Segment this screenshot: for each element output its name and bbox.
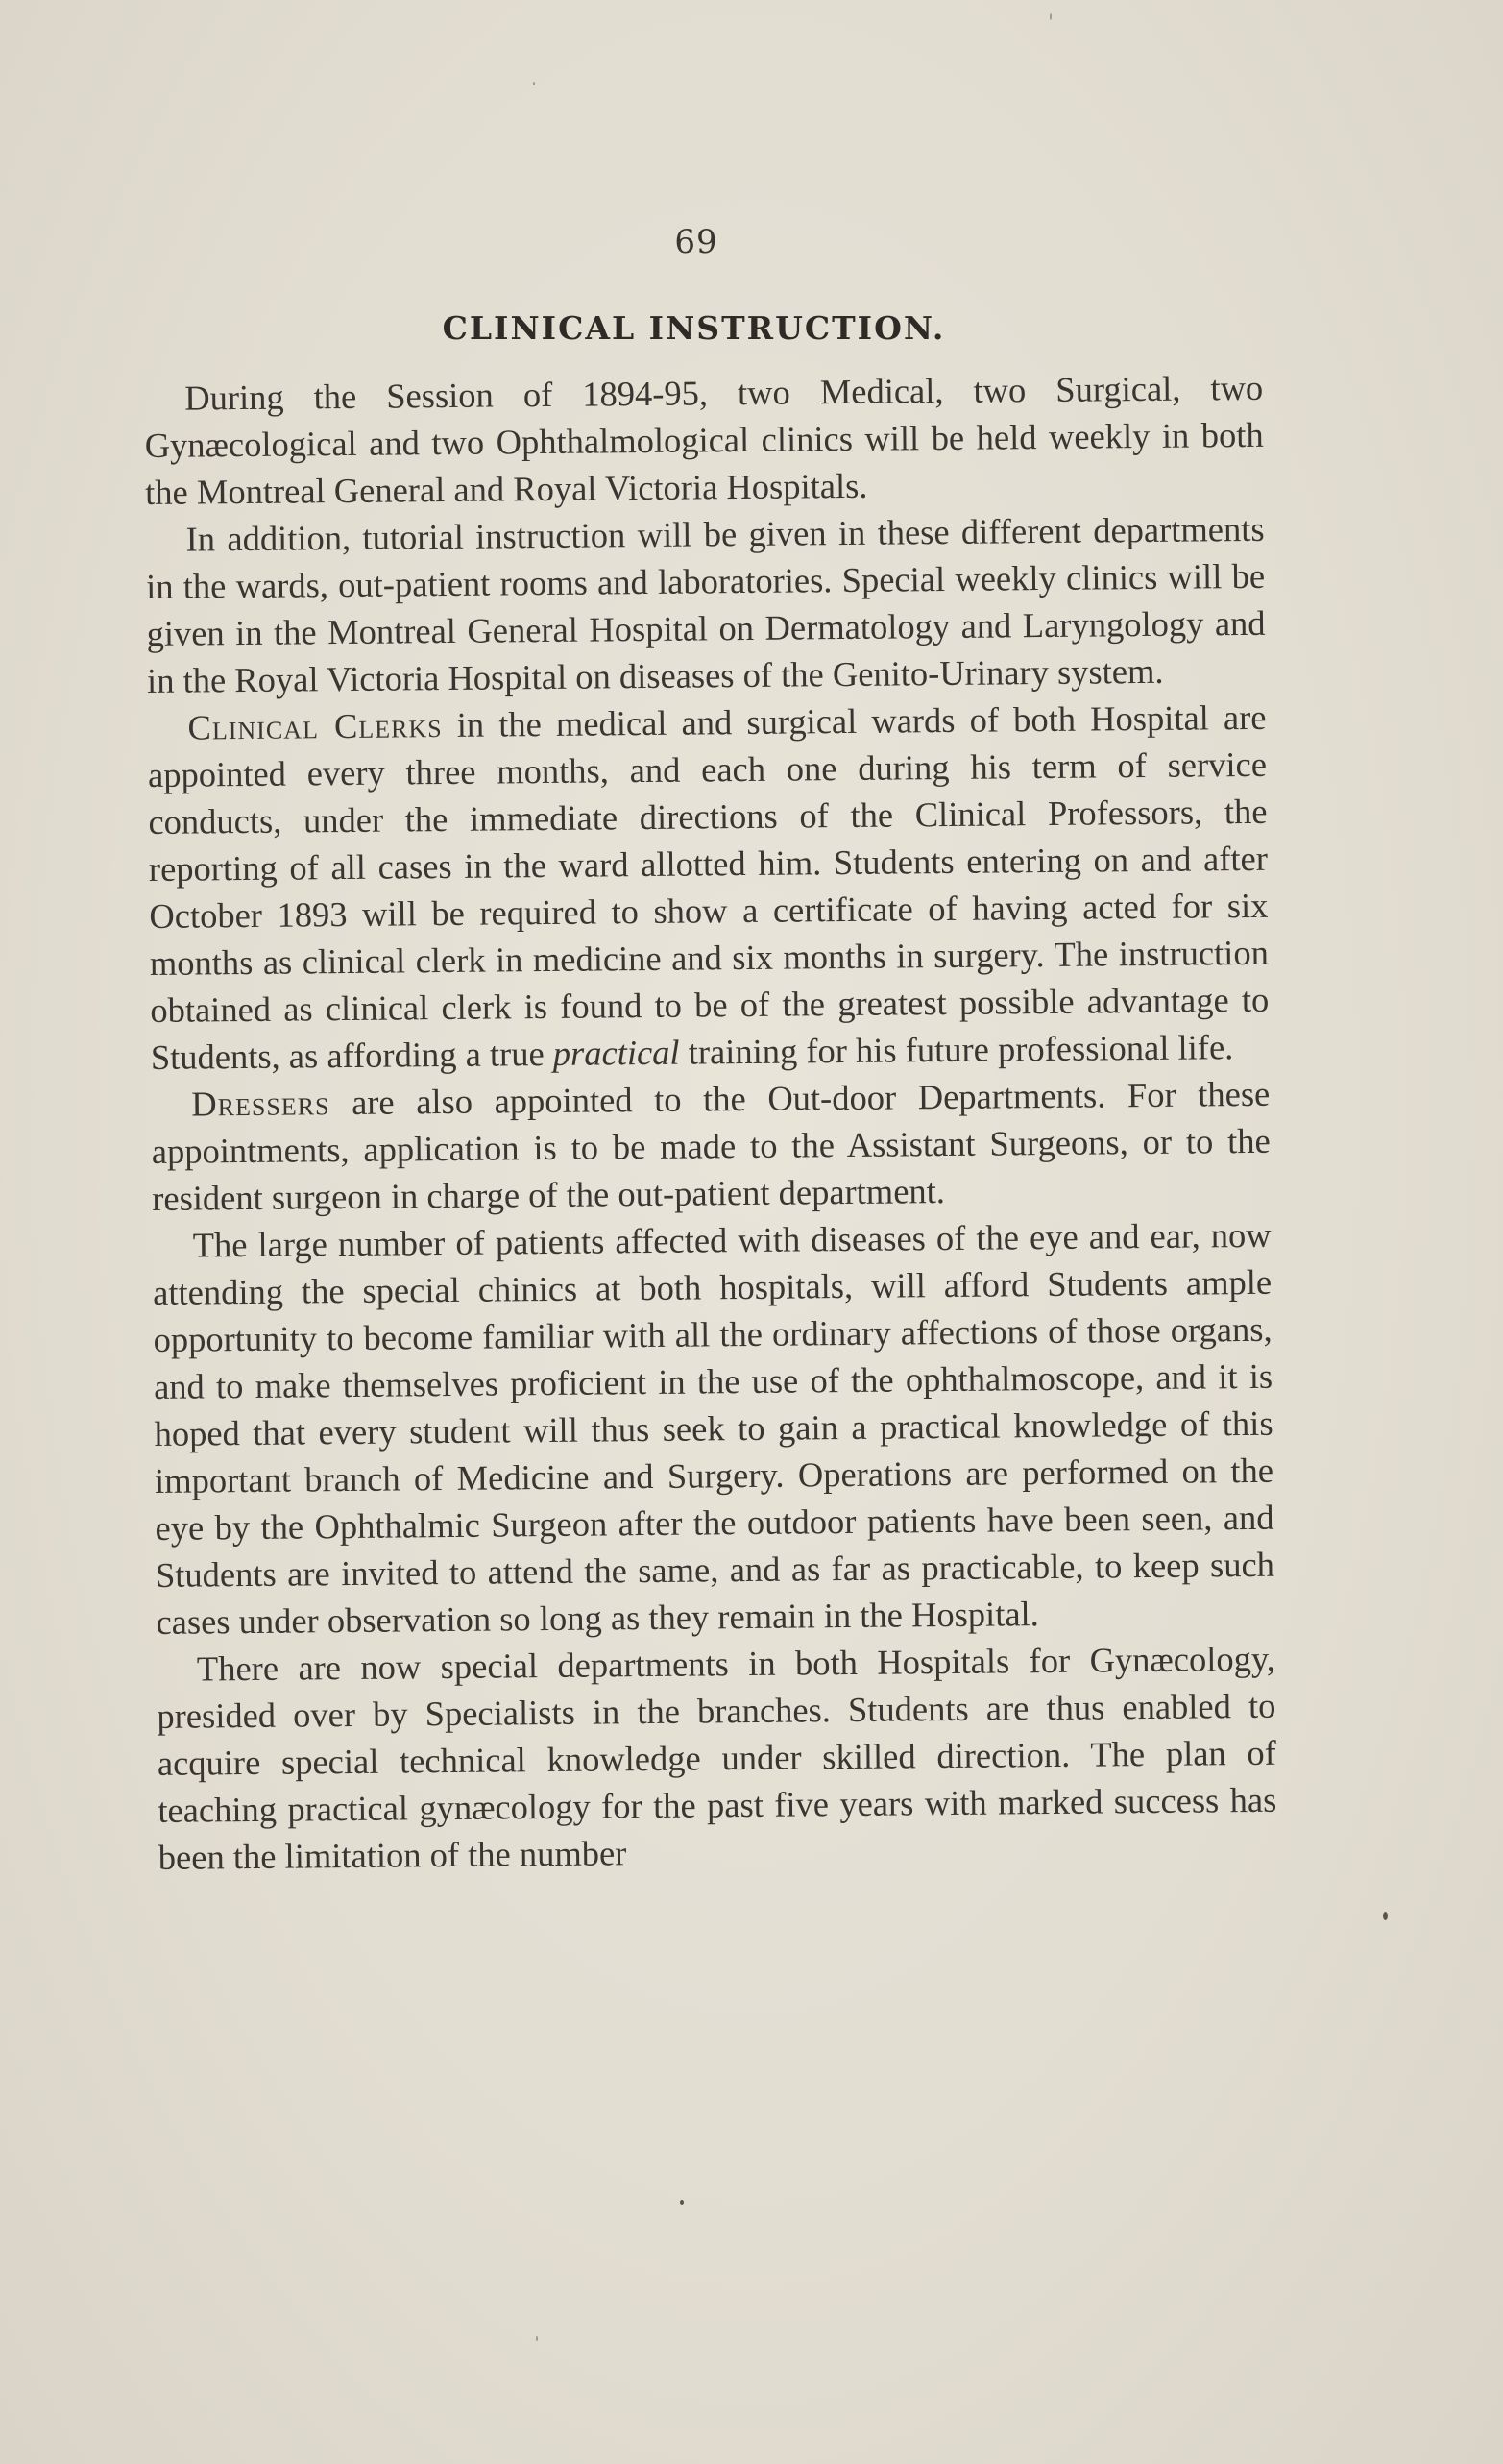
text-segment: The large number of patients affected with diseases of the eye and ear, now attending the special chinics at both hospitals, will afford Students ample opportunity to become familiar with all the ordinary affections of those organs, and to make themselves proficient in the use of the ophthalmoscope, and it is hoped that every student will thus seek to gain a practical knowledge of this important branch of Medicine and Surgery. Operations are performed on the eye by the Ophthalmic Surgeon after the outdoor patients have been seen, and Students are invited to attend the same, and as far as practicable, to keep such cases under observation so long as they remain in the Hospital. [152,1214,1275,1642]
paper-speck [1383,1912,1388,1920]
text-segment: practical [552,1032,680,1073]
text-segment: There are now special departments in both Hospitals for Gynæcology, presided over by Specialists in the branches. Students are thus enabled to acquire special technical knowledge under skilled direction. The plan of teaching practical gynæcology for the past five years with marked success has been the limitation of the number [157,1638,1277,1877]
paragraph [144,364,1264,516]
paper-speck [1050,13,1052,20]
text-segment: Dressers [191,1083,330,1124]
page-number: 69 [674,223,718,261]
paragraph [152,1211,1274,1646]
text-segment: are also appointed to the Out-door Departments. For these appointments, application is to be made to the Assistant Surgeons, or to the resident surgeon in charge of the out-patient department. [151,1073,1271,1218]
paper-speck [533,82,535,85]
paragraph [151,1070,1271,1222]
section-heading: CLINICAL INSTRUCTION. [442,309,946,347]
text-segment: training for his future professional life. [679,1027,1234,1072]
text-segment: Clinical Clerks [187,705,443,747]
paragraph [157,1635,1277,1881]
text-segment: In addition, tutorial instruction will be given in these different departments in the wards, out-patient rooms and laboratories. Special weekly clinics will be given in the Montreal General Hospital on Dermatology and Laryngology and in the Royal Victoria Hospital on diseases of the Genito-Urinary system. [145,508,1266,700]
text-segment: During the Session of 1894-95, two Medical, two Surgical, two Gynæcological and two Ophthalmological clinics will be held weekly in both the Montreal General and Royal Victoria Hospitals. [144,367,1264,512]
body-text [144,364,1277,1881]
text-segment: in the medical and surgical wards of both Hospital are appointed every three months, and each one during his term of service conducts, under the immediate directions of the Clinical Professors, the reporting of all cases in the ward allotted him. Students entering on and after October 1893 will be required to show a certificate of having acted for six months as clinical clerk in medicine and six months in surgery. The instruction obtained as clinical clerk is found to be of the greatest possible advantage to Students, as affording a true [147,696,1270,1077]
paragraph [145,505,1266,704]
paragraph [147,694,1270,1081]
paper-speck [680,2200,684,2205]
paper-speck [536,2336,538,2341]
